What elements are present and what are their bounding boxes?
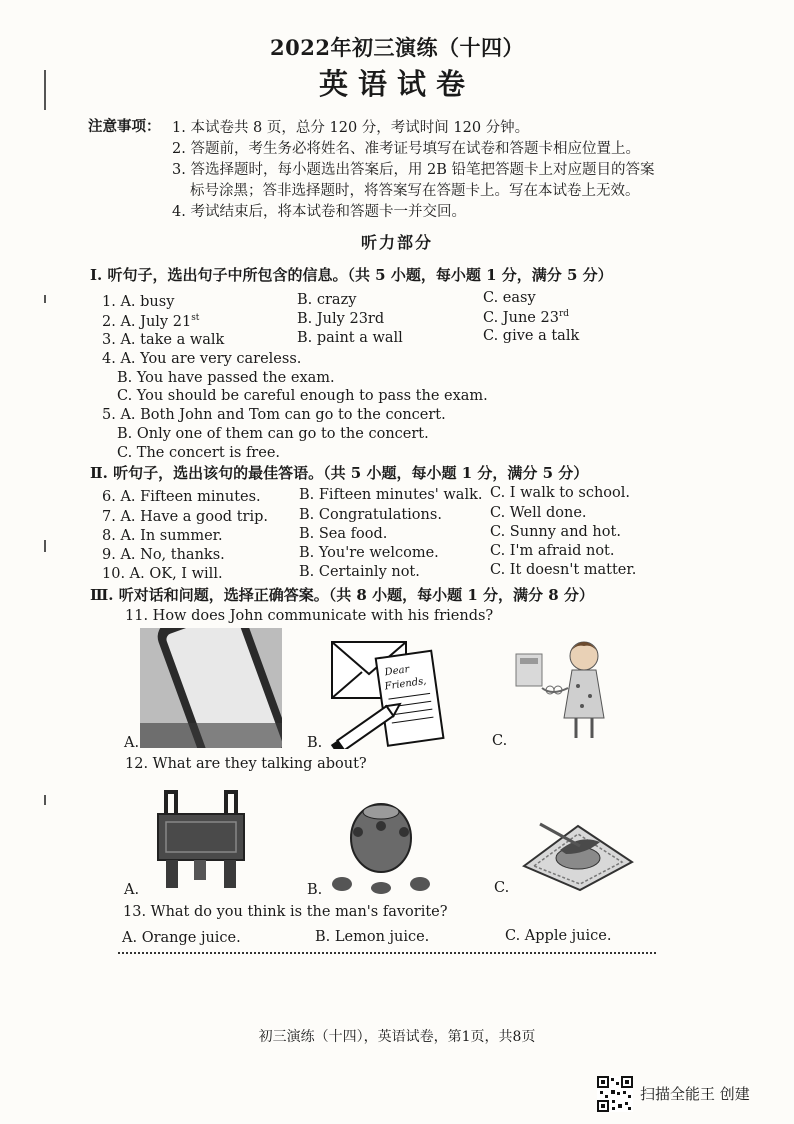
- part2-heading: Ⅱ. 听句子，选出该句的最佳答语。（共 5 小题，每小题 1 分，满分 5 分）: [90, 464, 589, 482]
- q2-option-b: B. July 23rd: [297, 311, 385, 327]
- exam-title: 2022年初三演练（十四）: [270, 35, 524, 60]
- q8-option-c: C. Sunny and hot.: [490, 524, 621, 540]
- q2-option-c: [483, 309, 569, 326]
- q6-option-b: B. Fifteen minutes' walk.: [299, 487, 483, 503]
- q12-question: 12. What are they talking about?: [125, 756, 367, 772]
- seismograph-picture: [328, 792, 434, 896]
- q2-c-sup: rd: [558, 309, 570, 319]
- q13-option-c: C. Apple juice.: [505, 928, 612, 944]
- compass-sinan-picture: [520, 806, 634, 892]
- q8-option-b: B. Sea food.: [299, 526, 388, 542]
- margin-mark: [44, 295, 46, 303]
- q12-label-c: C.: [494, 880, 510, 896]
- q13-option-b: B. Lemon juice.: [315, 929, 430, 945]
- q7-option-b: B. Congratulations.: [299, 507, 442, 523]
- q7-option-c: C. Well done.: [490, 505, 587, 521]
- q12-label-a: A.: [124, 882, 140, 898]
- q5-option-b: B. Only one of them can go to the concert.: [117, 426, 429, 442]
- letter-text-dear: Dear: [384, 664, 411, 679]
- q12-label-b: B.: [307, 882, 323, 898]
- dotted-divider: [118, 952, 656, 954]
- q3-option-a: 3. A. take a walk: [102, 332, 225, 348]
- q13-option-a: A. Orange juice.: [122, 930, 241, 946]
- q5-option-c: C. The concert is free.: [117, 445, 281, 461]
- q10-option-c: C. It doesn't matter.: [490, 562, 637, 578]
- q9-option-a: 9. A. No, thanks.: [102, 547, 225, 563]
- notes-label: 注意事项：: [88, 118, 161, 135]
- page-footer: 初三演练（十四），英语试卷，第1页，共8页: [258, 1029, 536, 1045]
- notes-line-2: 2. 答题前，考生务必将姓名、准考证号填写在试卷和答题卡相应位置上。: [172, 141, 640, 157]
- letter-envelope-picture: [326, 634, 446, 749]
- q5-option-a: 5. A. Both John and Tom can go to the concert.: [102, 407, 446, 423]
- part1-heading: Ⅰ. 听句子，选出句子中所包含的信息。（共 5 小题，每小题 1 分，满分 5 分）: [90, 266, 613, 284]
- q10-option-a: 10. A. OK, I will.: [102, 566, 223, 582]
- listening-section-title: 听力部分: [360, 233, 433, 252]
- q1-option-b: B. crazy: [297, 292, 357, 308]
- letter-text-friends: Friends,: [384, 675, 428, 693]
- notes-line-4: 标号涂黑；答非选择题时，将答案写在答题卡上。写在本试卷上无效。: [190, 183, 640, 199]
- q3-option-b: B. paint a wall: [297, 330, 403, 346]
- bronze-ding-picture: [152, 786, 252, 892]
- q11-question: 11. How does John communicate with his friends?: [125, 608, 494, 624]
- notes-line-3: 3. 答选择题时，每小题选出答案后，用 2B 铅笔把答题卡上对应题目的答案: [172, 162, 655, 178]
- q3-option-c: C. give a talk: [483, 328, 580, 344]
- q1-option-a: 1. A. busy: [102, 294, 175, 310]
- q2-a-sup: st: [191, 313, 200, 323]
- q7-option-a: 7. A. Have a good trip.: [102, 509, 268, 525]
- q9-option-c: C. I'm afraid not.: [490, 543, 615, 559]
- q11-label-a: A.: [124, 735, 140, 751]
- q10-option-b: B. Certainly not.: [299, 564, 420, 580]
- q2-c-text: C. June 23: [483, 309, 559, 326]
- q8-option-a: 8. A. In summer.: [102, 528, 223, 544]
- girl-on-phone-picture: [512, 634, 622, 746]
- notes-block: [88, 116, 161, 138]
- q2-a-text: 2. A. July 21: [102, 313, 192, 330]
- q1-option-c: C. easy: [483, 290, 536, 306]
- margin-mark: [44, 540, 46, 552]
- margin-mark: [44, 795, 46, 805]
- q6-option-a: 6. A. Fifteen minutes.: [102, 489, 261, 505]
- q11-label-b: B.: [307, 735, 323, 751]
- notes-line-1: 1. 本试卷共 8 页，总分 120 分，考试时间 120 分钟。: [172, 120, 530, 136]
- q13-question: 13. What do you think is the man's favorite?: [123, 904, 448, 920]
- q4-option-c: C. You should be careful enough to pass the exam.: [117, 388, 488, 404]
- q9-option-b: B. You're welcome.: [299, 545, 439, 561]
- qr-code-icon: [597, 1076, 633, 1112]
- q6-option-c: C. I walk to school.: [490, 485, 630, 501]
- q2-option-a: [102, 313, 199, 330]
- notes-line-5: 4. 考试结束后，将本试卷和答题卡一并交回。: [172, 204, 466, 220]
- q4-option-b: B. You have passed the exam.: [117, 370, 335, 386]
- q11-label-c: C.: [492, 733, 508, 749]
- scanner-watermark: 扫描全能王 创建: [640, 1085, 750, 1103]
- q4-option-a: 4. A. You are very careless.: [102, 351, 302, 367]
- subject-title: 英语试卷: [318, 67, 475, 101]
- smartphone-picture: [140, 628, 282, 748]
- part3-heading: Ⅲ. 听对话和问题，选择正确答案。（共 8 小题，每小题 1 分，满分 8 分）: [90, 586, 594, 604]
